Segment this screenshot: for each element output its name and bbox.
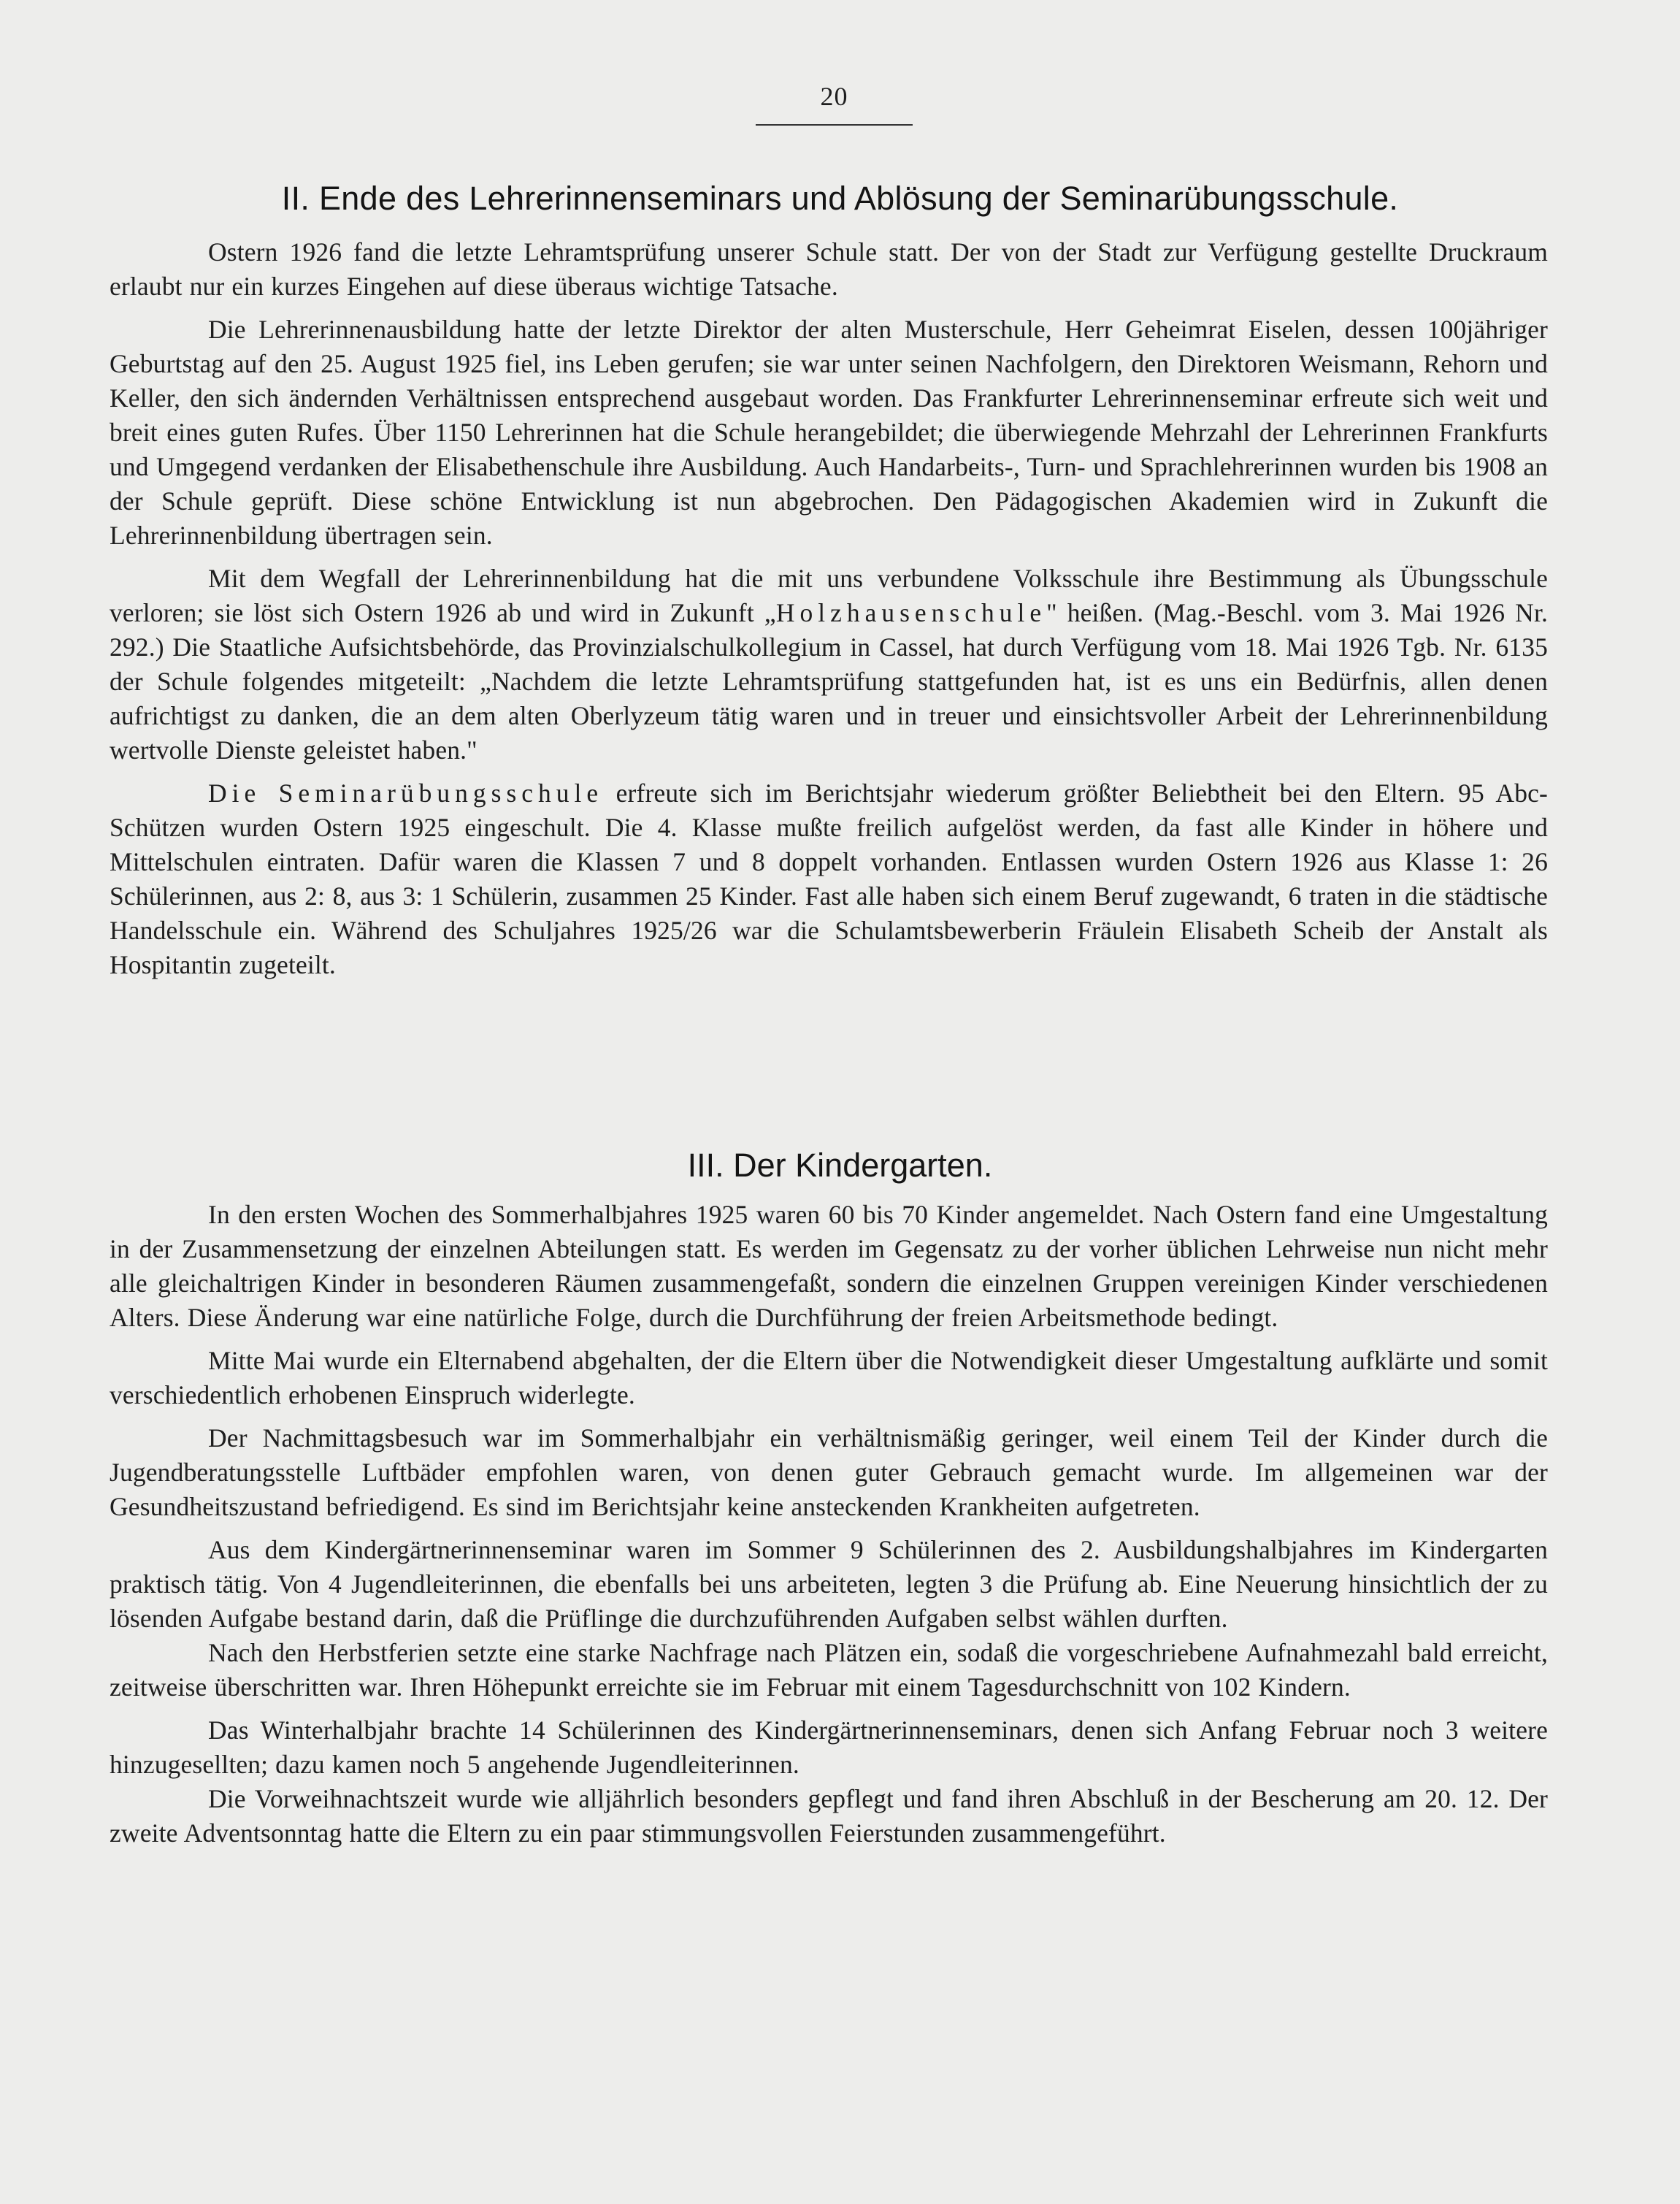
page-number-rule <box>756 124 913 126</box>
paragraph-3-text-before: Mit dem Wegfall der Lehrerinnenbildung hat die mit uns verbundene Volksschule ihre Bestimmung als Übungsschule verloren; sie löst sich Ostern 1926 ab und wird in Zukunft „ <box>110 564 1548 627</box>
section-ii-paragraph-3 <box>110 562 1548 768</box>
section-iii-paragraph-4: Aus dem Kindergärtnerinnenseminar waren im Sommer 9 Schülerinnen des 2. Ausbildungshalbjahres im Kindergarten praktisch tätig. Von 4 Jugendleiterinnen, die ebenfalls bei uns arbeiteten, legten 3 die Prüfung ab. Eine Neuerung hinsichtlich der zu lösenden Aufgabe bestand darin, daß die Prüflinge die durchzuführenden Aufgaben selbst wählen durften. <box>110 1535 1548 1633</box>
section-iii-paragraph-3: Der Nachmittagsbesuch war im Sommerhalbjahr ein verhältnismäßig geringer, weil einem Teil der Kinder durch die Jugendberatungsstelle Luftbäder empfohlen waren, von denen guter Gebrauch gemacht wurde. Im allgemeinen war der Gesundheitszustand befriedigend. Es sind im Berichtsjahr keine ansteckenden Krankheiten aufgetreten. <box>110 1423 1548 1521</box>
section-ii-paragraph-1: Ostern 1926 fand die letzte Lehramtsprüfung unserer Schule statt. Der von der Stadt zur Verfügung gestellte Druckraum erlaubt nur ein kurzes Eingehen auf diese überaus wichtige Tatsache. <box>110 237 1548 301</box>
section-ii-paragraph-4 <box>110 776 1548 982</box>
section-ii-body <box>110 235 1548 982</box>
section-ii-paragraph-2: Die Lehrerinnenausbildung hatte der letzte Direktor der alten Musterschule, Herr Geheimrat Eiselen, dessen 100jähriger Geburtstag auf den 25. August 1925 fiel, ins Leben gerufen; sie war unter seinen Nachfolgern, den Direktoren Weismann, Rehorn und Keller, den sich ändernden Verhältnissen entsprechend ausgebaut worden. Das Frankfurter Lehrerinnenseminar erfreute sich weit und breit eines guten Rufes. Über 1150 Lehrerinnen hat die Schule herangebildet; die überwiegende Mehrzahl der Lehrerinnen Frankfurts und Umgegend verdanken der Elisabethenschule ihre Ausbildung. Auch Handarbeits-, Turn- und Sprachlehrerinnen wurden bis 1908 an der Schule geprüft. Diese schöne Entwicklung ist nun abgebrochen. Den Pädagogischen Akademien wird in Zukunft die Lehrerinnenbildung übertragen sein. <box>110 315 1548 550</box>
page-number: 20 <box>820 82 848 111</box>
paragraph-3-text-after: " heißen. (Mag.-Beschl. vom 3. Mai 1926 Nr. 292.) Die Staatliche Aufsichtsbehörde, das Provinzialschulkollegium in Cassel, hat durch Verfügung vom 18. Mai 1926 Tgb. Nr. 6135 der Schule folgendes mitgeteilt: „Nachdem die letzte Lehramtsprüfung stattgefunden hat, ist es uns ein Bedürfnis, allen denen aufrichtigst zu danken, die an dem alten Oberlyzeum tätig waren und in treuer und einsichtsvoller Arbeit der Lehrerinnenbildung wertvolle Dienste geleistet haben." <box>110 598 1548 765</box>
seminar-school-spaced: Die Seminarübungsschule <box>208 778 604 808</box>
section-ii-heading: II. Ende des Lehrerinnenseminars und Ablösung der Seminarübungsschule. <box>281 180 1399 217</box>
paragraph-4-text-after: erfreute sich im Berichtsjahr wiederum größter Beliebtheit bei den Eltern. 95 Abc-Schützen wurden Ostern 1925 eingeschult. Die 4. Klasse mußte freilich aufgelöst werden, da fast alle Kinder in höhere und Mittelschulen eintraten. Dafür waren die Klassen 7 und 8 doppelt vorhanden. Entlassen wurden Ostern 1926 aus Klasse 1: 26 Schülerinnen, aus 2: 8, aus 3: 1 Schülerin, zusammen 25 Kinder. Fast alle haben sich einem Beruf zugewandt, 6 traten in die städtische Handelsschule ein. Während des Schuljahres 1925/26 war die Schulamtsbewerberin Fräulein Elisabeth Scheib der Anstalt als Hospitantin zugeteilt. <box>110 778 1548 979</box>
section-iii-heading: III. Der Kindergarten. <box>687 1147 993 1184</box>
section-iii-paragraph-7: Die Vorweihnachtszeit wurde wie alljährlich besonders gepflegt und fand ihren Abschluß in der Bescherung am 20. 12. Der zweite Adventsonntag hatte die Eltern zu ein paar stimmungsvollen Feierstunden zusammengeführt. <box>110 1784 1548 1848</box>
section-iii-paragraph-6: Das Winterhalbjahr brachte 14 Schülerinnen des Kindergärtnerinnenseminars, denen sich Anfang Februar noch 3 weitere hinzugesellten; dazu kamen noch 5 angehende Jugendleiterinnen. <box>110 1715 1548 1779</box>
section-iii-paragraph-5: Nach den Herbstferien setzte eine starke Nachfrage nach Plätzen ein, sodaß die vorgeschriebene Aufnahmezahl bald erreicht, zeitweise überschritten war. Ihren Höhepunkt erreichte sie im Februar mit einem Tagesdurchschnitt von 102 Kindern. <box>110 1638 1548 1702</box>
section-iii-body <box>110 1198 1548 1851</box>
section-iii-paragraph-2: Mitte Mai wurde ein Elternabend abgehalten, der die Eltern über die Notwendigkeit dieser Umgestaltung aufklärte und somit verschiedentlich erhobenen Einspruch widerlegte. <box>110 1346 1548 1409</box>
section-iii-paragraph-1: In den ersten Wochen des Sommerhalbjahres 1925 waren 60 bis 70 Kinder angemeldet. Nach Ostern fand eine Umgestaltung in der Zusammensetzung der einzelnen Abteilungen statt. Es werden im Gegensatz zu der vorher üblichen Lehrweise nun nicht mehr alle gleichaltrigen Kinder in besonderen Räumen zusammengefaßt, sondern die einzelnen Gruppen vereinigen Kinder verschiedenen Alters. Diese Änderung war eine natürliche Folge, durch die Durchführung der freien Arbeitsmethode bedingt. <box>110 1200 1548 1332</box>
school-name-spaced: Holzhausenschule <box>775 598 1047 627</box>
